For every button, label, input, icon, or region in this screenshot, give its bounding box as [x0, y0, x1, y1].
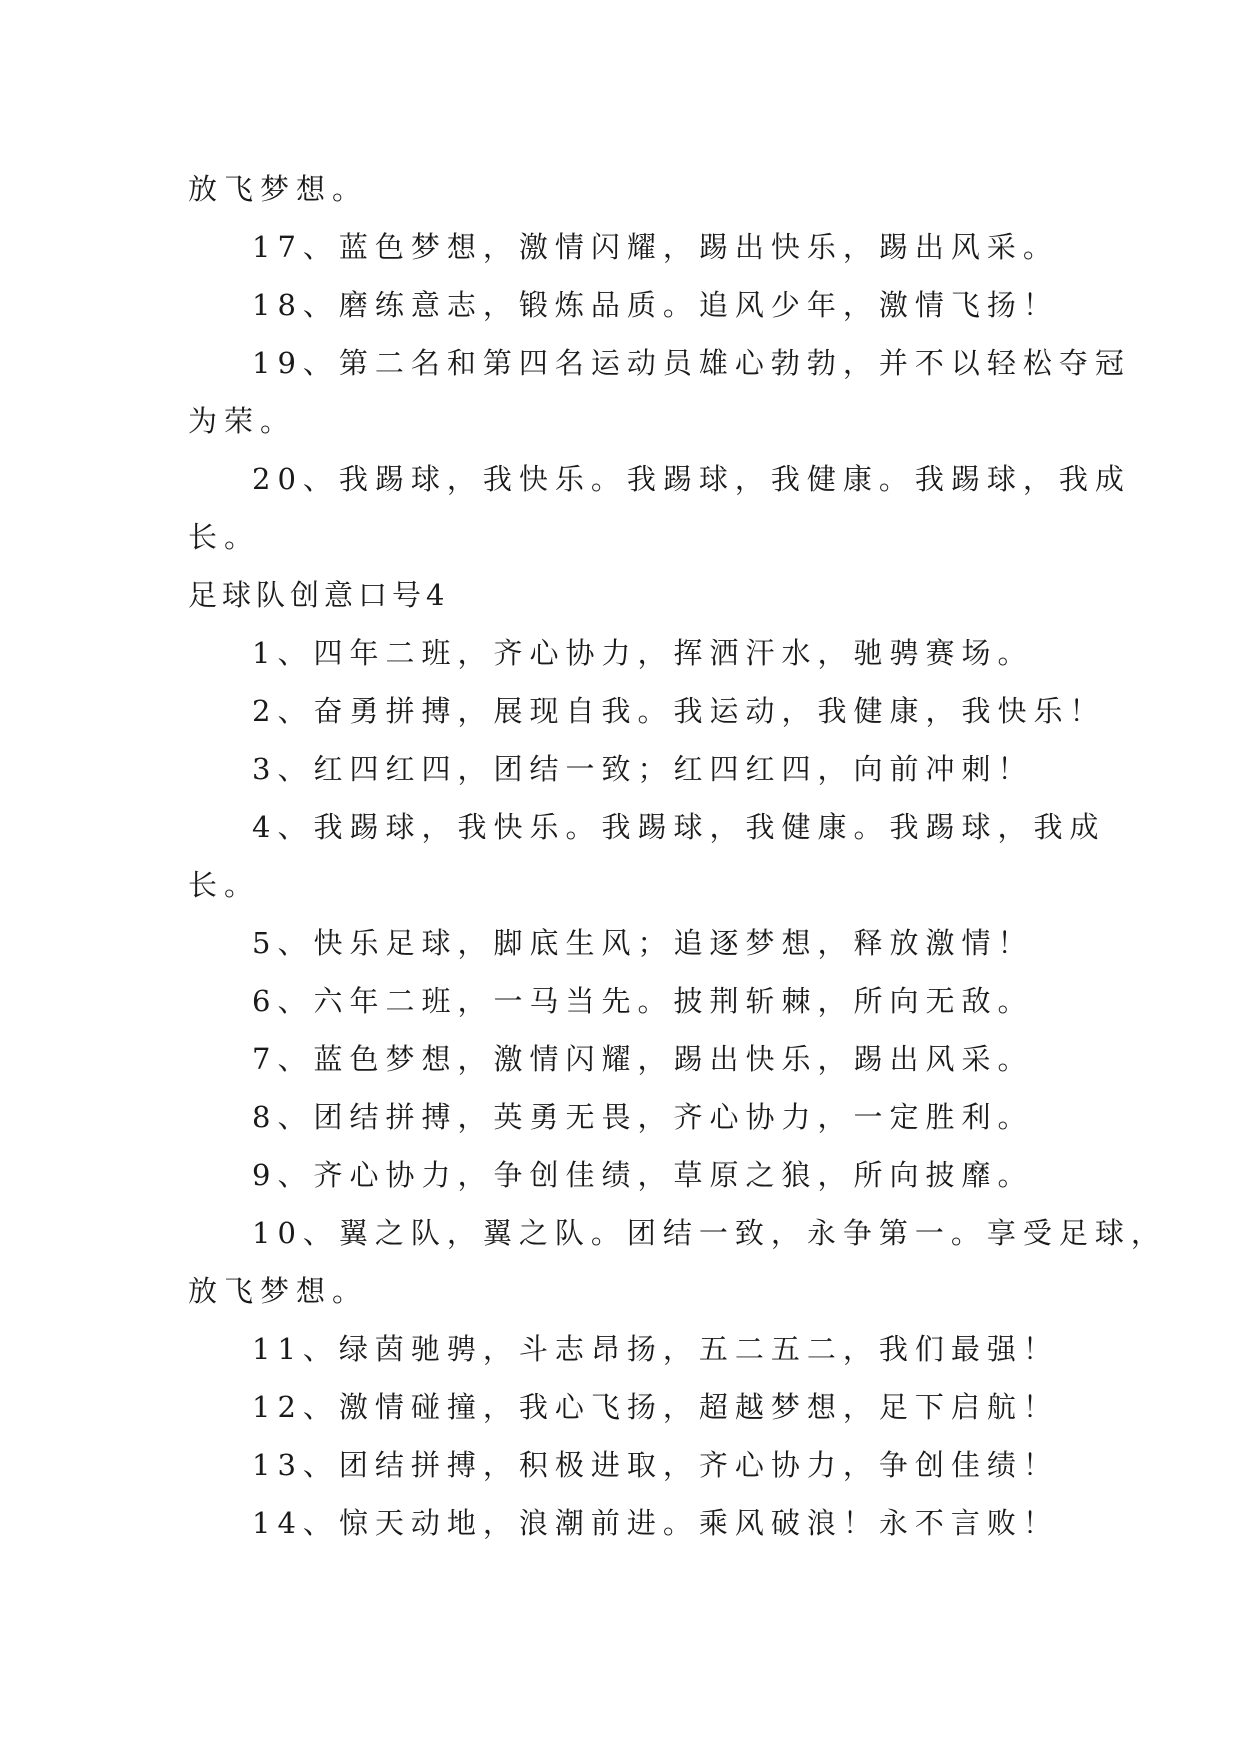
text-line: 放飞梦想。: [188, 172, 369, 206]
text-line: 18、磨练意志，锻炼品质。追风少年，激情飞扬！: [252, 288, 1059, 322]
text-line: 11、绿茵驰骋，斗志昂扬，五二五二，我们最强！: [252, 1332, 1059, 1366]
text-line: 1、四年二班，齐心协力，挥洒汗水，驰骋赛场。: [252, 636, 1034, 670]
section-heading: 足球队创意口号4: [188, 578, 450, 612]
text-line: 6、六年二班，一马当先。披荆斩棘，所向无敌。: [252, 984, 1034, 1018]
text-line: 7、蓝色梦想，激情闪耀，踢出快乐，踢出风采。: [252, 1042, 1034, 1076]
text-line: 2、奋勇拼搏，展现自我。我运动，我健康，我快乐！: [252, 694, 1106, 728]
text-line: 4、我踢球，我快乐。我踢球，我健康。我踢球，我成: [252, 810, 1106, 844]
text-line: 10、翼之队，翼之队。团结一致，永争第一。享受足球，: [252, 1216, 1167, 1250]
text-line: 5、快乐足球，脚底生风；追逐梦想，释放激情！: [252, 926, 1034, 960]
document-body: [188, 160, 1167, 1552]
text-line: 20、我踢球，我快乐。我踢球，我健康。我踢球，我成: [252, 462, 1131, 496]
text-line: 8、团结拼搏，英勇无畏，齐心协力，一定胜利。: [252, 1100, 1034, 1134]
text-line: 17、蓝色梦想，激情闪耀，踢出快乐，踢出风采。: [252, 230, 1059, 264]
text-line: 为荣。: [188, 404, 297, 438]
text-line: 13、团结拼搏，积极进取，齐心协力，争创佳绩！: [252, 1448, 1059, 1482]
text-line: 3、红四红四，团结一致；红四红四，向前冲刺！: [252, 752, 1034, 786]
text-line: 12、激情碰撞，我心飞扬，超越梦想，足下启航！: [252, 1390, 1059, 1424]
text-line: 放飞梦想。: [188, 1274, 369, 1308]
text-line: 长。: [188, 868, 261, 902]
text-line: 9、齐心协力，争创佳绩，草原之狼，所向披靡。: [252, 1158, 1034, 1192]
text-line: 14、惊天动地，浪潮前进。乘风破浪！永不言败！: [252, 1506, 1059, 1540]
text-line: 长。: [188, 520, 261, 554]
text-line: 19、第二名和第四名运动员雄心勃勃，并不以轻松夺冠: [252, 346, 1131, 380]
